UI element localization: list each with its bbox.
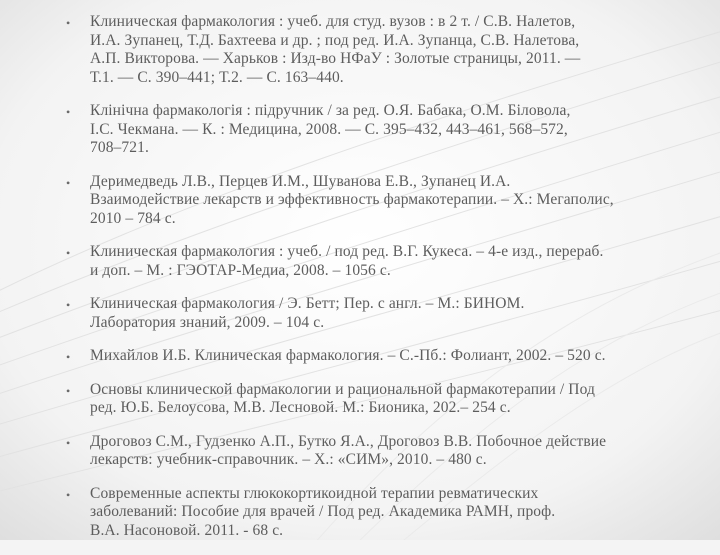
reference-line: А.П. Викторова. — Харьков : Изд-во НФаУ : Золотые страницы, 2011. —: [90, 50, 581, 67]
reference-item: [62, 13, 702, 87]
reference-line: І.С. Чекмана. — К. : Медицина, 2008. — С. 395–432, 443–461, 568–572,: [90, 120, 568, 138]
bullet-icon: •: [66, 298, 71, 312]
reference-item: [62, 347, 702, 366]
reference-line: лекарств: учебник-справочник. – Х.: «СИМ», 2010. – 480 с.: [90, 451, 487, 468]
bullet-icon: •: [66, 175, 71, 190]
reference-line: Лаборатория знаний, 2009. – 104 с.: [90, 313, 325, 331]
reference-line: 708–721.: [90, 139, 149, 156]
reference-line: Основы клинической фармакологии и рациональной фармакотерапии / Под: [90, 380, 595, 398]
reference-line: заболеваний: Пособие для врачей / Под ред. Академика РАМН, проф.: [90, 503, 556, 520]
bullet-icon: •: [66, 383, 71, 398]
bullet-icon: •: [66, 16, 71, 30]
reference-line: 2010 – 784 с.: [90, 209, 176, 227]
reference-line: В.А. Насоновой. 2011. - 68 с.: [90, 521, 284, 539]
reference-item: [62, 485, 702, 541]
reference-item: [62, 173, 702, 229]
reference-line: и доп. – М. : ГЭОТАР-Медиа, 2008. – 1056 с.: [90, 261, 391, 279]
reference-list: [62, 13, 702, 555]
bullet-icon: •: [66, 105, 71, 119]
reference-line: ред. Ю.Б. Белоусова, М.В. Лесновой. М.: Бионика, 202.– 254 с.: [90, 399, 511, 416]
reference-item: [62, 102, 702, 158]
bullet-icon: •: [66, 350, 71, 364]
reference-line: Т.1. — С. 390–441; Т.2. — С. 163–440.: [90, 68, 344, 86]
reference-line: Клиническая фармакология / Э. Бетт; Пер. с англ. – М.: БИНОМ.: [90, 295, 525, 312]
reference-line: Клиническая фармакология : учеб. / под ред. В.Г. Кукеса. – 4-е изд., перераб.: [90, 243, 604, 260]
reference-line: Взаимодействие лекарств и эффективность фармакотерапии. – Х.: Мегаполис,: [90, 191, 614, 208]
reference-item: [62, 433, 702, 470]
reference-item: [62, 243, 702, 280]
reference-item: [62, 295, 702, 332]
reference-line: Дроговоз С.М., Гудзенко А.П., Бутко Я.А., Дроговоз В.В. Побочное действие: [90, 432, 607, 450]
reference-line: Клінічна фармакологія : підручник / за ред. О.Я. Бабака, О.М. Біловола,: [90, 102, 571, 119]
reference-line: Деримедведь Л.В., Перцев И.М., Шуванова Е.В., Зупанец И.А.: [90, 172, 511, 190]
reference-line: Михайлов И.Б. Клиническая фармакология. – С.-Пб.: Фолиант, 2002. – 520 с.: [90, 347, 606, 364]
reference-line: И.А. Зупанец, Т.Д. Бахтеева и др. ; под ред. И.А. Зупанца, С.В. Налетова,: [90, 31, 580, 49]
reference-item: [62, 381, 702, 418]
bullet-icon: •: [66, 487, 71, 502]
bullet-icon: •: [66, 435, 71, 450]
bullet-icon: •: [66, 246, 71, 260]
reference-line: Современные аспекты глюкокортикоидной терапии ревматических: [90, 484, 539, 502]
reference-line: Клиническая фармакология : учеб. для студ. вузов : в 2 т. / С.В. Налетов,: [90, 13, 576, 30]
